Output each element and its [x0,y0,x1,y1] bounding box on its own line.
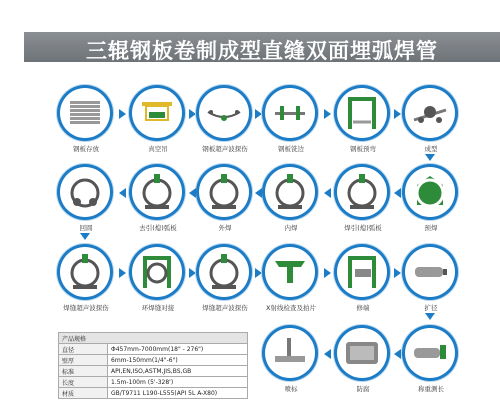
step-label: 去引(熄)弧板 [139,224,177,232]
flow-arrow [324,268,331,278]
flow-arrow [119,188,126,198]
forming-icon [405,88,455,138]
flow-arrow [255,188,262,198]
end-facing-icon [337,247,387,297]
step-label: 钢板预弯 [350,145,376,153]
spec-row [59,377,248,388]
step-label: 焊缝超声波探伤 [202,304,248,312]
flow-arrow [255,109,262,119]
flow-arrow [189,109,196,119]
girth-weld-icon [132,247,182,297]
flow-arrow [394,188,401,198]
flow-arrow [394,109,401,119]
flow-arrow [189,268,196,278]
flow-arrow [394,349,401,359]
xray-icon [265,247,315,297]
step-label: 焊缝超声波探伤 [63,304,109,312]
arc-plate-weld-icon [337,167,387,217]
step-label: 钢板超声波探伤 [202,145,248,153]
ultrasonic-weld-icon [199,247,249,297]
flow-arrow [394,268,401,278]
inside-welding-icon [265,167,315,217]
step-label: 成型 [424,145,438,153]
spec-title: 产品规格 [59,333,248,344]
flow-arrow [119,109,126,119]
flow-arrow [255,268,262,278]
step-label: 喷标 [284,385,298,393]
ultrasonic-weld-icon [60,247,110,297]
ultrasonic-plate-icon [199,88,249,138]
step-label: 外焊 [218,224,232,232]
title-banner [24,32,500,62]
flow-arrow [80,233,90,240]
plate-storage-icon [60,88,110,138]
spec-key: 标准 [59,366,108,377]
step-label: 扩径 [424,304,438,312]
spec-row [59,366,248,377]
vacuum-crane-icon [132,88,182,138]
step-label: X射线检查及拍片 [266,304,316,312]
flow-arrow [324,109,331,119]
step-label: 内焊 [284,224,298,232]
spec-key: 直径 [59,344,108,355]
flow-arrow [119,268,126,278]
pre-bending-icon [337,88,387,138]
spec-row [59,355,248,366]
spec-row [59,344,248,355]
spec-key: 壁厚 [59,355,108,366]
rounding-icon [60,167,110,217]
spec-key: 长度 [59,377,108,388]
expanding-icon [405,247,455,297]
flow-arrow [425,154,435,161]
step-label: 焊引(熄)弧板 [344,224,382,232]
spec-key: 材质 [59,388,108,399]
weighing-icon [405,328,455,378]
step-label: 钢板铣边 [278,145,304,153]
step-label: 回圆 [79,224,93,232]
flow-arrow [189,188,196,198]
pre-welding-icon [405,167,455,217]
page-title: 三辊钢板卷制成型直缝双面埋弧焊管 [86,39,438,63]
spec-title-row [59,333,248,344]
anticorrosion-icon [337,328,387,378]
arc-plate-remove-icon [132,167,182,217]
spec-value: Φ457mm-7000mm(18" - 276") [108,344,248,355]
step-label: 修端 [356,304,370,312]
marking-icon [265,328,315,378]
step-label: 防腐 [356,385,370,393]
spec-row [59,388,248,399]
step-label: 钢板存放 [73,145,99,153]
step-label: 称重测长 [418,385,444,393]
spec-table [58,332,248,399]
outside-welding-icon [199,167,249,217]
edge-milling-icon [265,88,315,138]
flow-arrow [324,188,331,198]
spec-value: 1.5m-100m (5'-328') [108,377,248,388]
step-label: 真空吊 [148,145,168,153]
flow-arrow [324,349,331,359]
step-label: 环焊缝对接 [141,304,175,312]
step-label: 预焊 [424,224,438,232]
spec-value: 6mm-150mm(1/4"-6") [108,355,248,366]
spec-value: API,EN,ISO,ASTM,JIS,BS,GB [108,366,248,377]
spec-value: GB/T9711 L190-L555(API 5L A-X80) [108,388,248,399]
flow-arrow [425,313,435,320]
